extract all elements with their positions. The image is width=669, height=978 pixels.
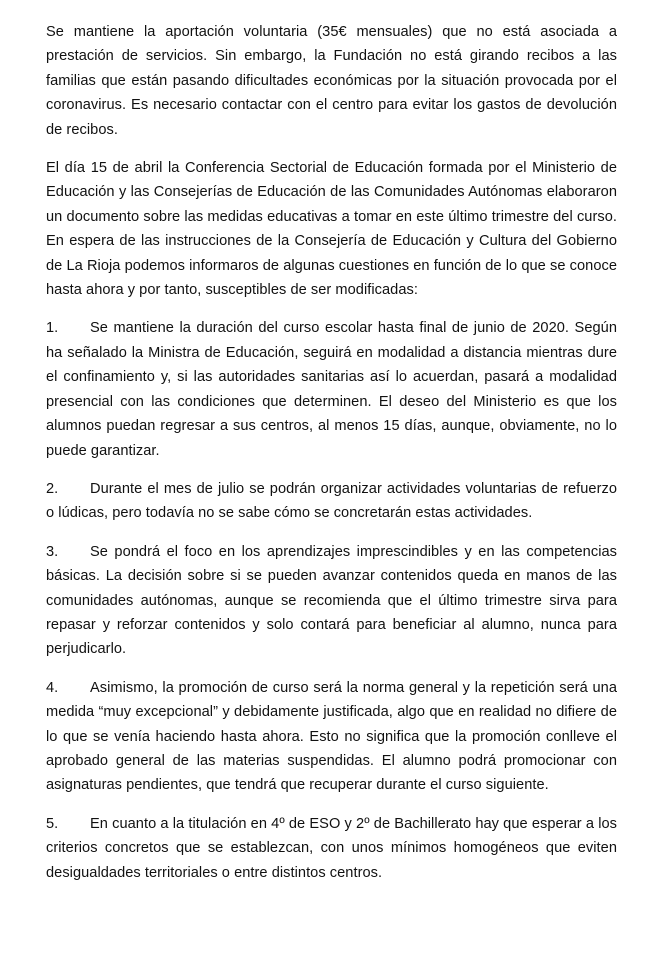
list-item-number: 2. xyxy=(46,480,59,497)
list-item-text: En cuanto a la titulación en 4º de ESO y 2º de Bachillerato hay que esperar a los criterios concretos que se establezcan, con unos mínimos homogéneos que eviten desigualdades territoriales o entre distintos centros. xyxy=(46,815,617,881)
list-item-text: Se pondrá el foco en los aprendizajes imprescindibles y en las competencias básicas. La decisión sobre si se pueden avanzar contenidos queda en manos de las comunidades autónomas, aunque se recomienda que el último trimestre sirva para repasar y reforzar contenidos y solo contará para beneficiar al alumno, nunca para perjudicarlo. xyxy=(46,543,617,658)
list-item xyxy=(46,812,617,885)
list-item-number: 1. xyxy=(46,320,59,337)
list-item xyxy=(46,676,617,798)
paragraph-voluntary-contribution: Se mantiene la aportación voluntaria (35€ mensuales) que no está asociada a prestación de servicios. Sin embargo, la Fundación no está girando recibos a las familias que están pasando dificultades económicas por la situación provocada por el coronavirus. Es necesario contactar con el centro para evitar los gastos de devolución de recibos. xyxy=(46,24,617,138)
list-item-number: 3. xyxy=(46,543,59,560)
list-item-text: Durante el mes de julio se podrán organizar actividades voluntarias de refuerzo o lúdicas, pero todavía no se sabe cómo se concretarán estas actividades. xyxy=(46,480,617,522)
list-item xyxy=(46,316,617,462)
list-item xyxy=(46,540,617,662)
list-item-number: 4. xyxy=(46,679,59,696)
list-item xyxy=(46,477,617,526)
document-page xyxy=(46,20,617,899)
list-item-number: 5. xyxy=(46,815,59,832)
list-item-text: Se mantiene la duración del curso escolar hasta final de junio de 2020. Según ha señalado la Ministra de Educación, seguirá en modalidad a distancia mientras dure el confinamiento y, si las autoridades sanitarias así lo acuerdan, pasará a modalidad presencial con las condiciones que determinen. El deseo del Ministerio es que los alumnos puedan regresar a sus centros, al menos 15 días, aunque, obviamente, no lo puede garantizar. xyxy=(46,320,617,459)
paragraph-sectorial-conference: El día 15 de abril la Conferencia Sectorial de Educación formada por el Ministerio de Educación y las Consejerías de Educación de las Comunidades Autónomas elaboraron un documento sobre las medidas educativas a tomar en este último trimestre del curso. En espera de las instrucciones de la Consejería de Educación y Cultura del Gobierno de La Rioja podemos informaros de algunas cuestiones en función de lo que se conoce hasta ahora y por tanto, susceptibles de ser modificadas: xyxy=(46,160,617,299)
list-item-text: Asimismo, la promoción de curso será la norma general y la repetición será una medida “muy excepcional” y debidamente justificada, algo que en realidad no difiere de lo que se venía haciendo hasta ahora. Esto no significa que la promoción conlleve el aprobado general de las materias suspendidas. El alumno podrá promocionar con asignaturas pendientes, que tendrá que recuperar durante el curso siguiente. xyxy=(46,679,617,794)
